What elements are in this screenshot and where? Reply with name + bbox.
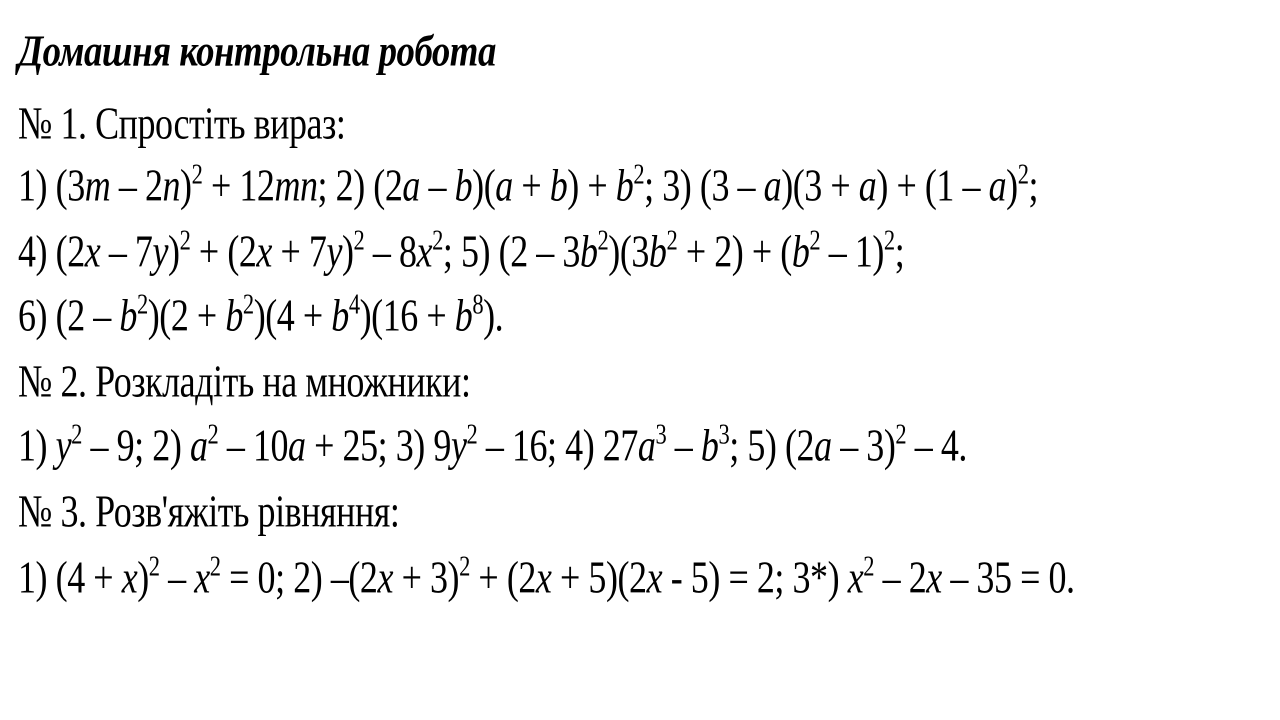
task-1-heading: № 1. Спростіть вираз: bbox=[18, 97, 346, 149]
task-2-heading: № 2. Розкладіть на множники: bbox=[18, 355, 471, 407]
task-3-line-1: 1) $(4 + x)^2 - x^2 = 0$; 2) $-(2x + 3)^2 + (2x + 5)(2x - 5) = 2$; 3*) $x^2 - 2x - 35 = 0$. bbox=[18, 551, 1075, 603]
page-title: Домашня контрольна робота bbox=[18, 25, 496, 76]
task-2-line-1: 1) $y^2 - 9$; 2) $a^2 - 10a + 25$; 3) $9y^2 - 16$; 4) $27a^3 - b^3$; 5) (2a – 3)$^2$ – 4. bbox=[18, 419, 967, 471]
task-1-line-1: 1) (3m – 2n)$^2$ + 12mn; 2) $(2a - b)(a + b) + b^2$; 3) (3 – a)(3 + a) + (1 – a)$^2$; bbox=[18, 159, 1039, 211]
task-1-line-3: 6) $(2 - b^2)(2 + b^2)(4 + b^4)(16 + b^8)$. bbox=[18, 289, 504, 341]
task-1-line-2: 4) $(2x - 7y)^2 + (2x + 7y)^2 - 8x^2$; 5) $(2 - 3b^2)(3b^2 + 2) + (b^2 - 1)^2$; bbox=[18, 225, 905, 277]
task-3-heading: № 3. Розв'яжіть рівняння: bbox=[18, 485, 400, 537]
